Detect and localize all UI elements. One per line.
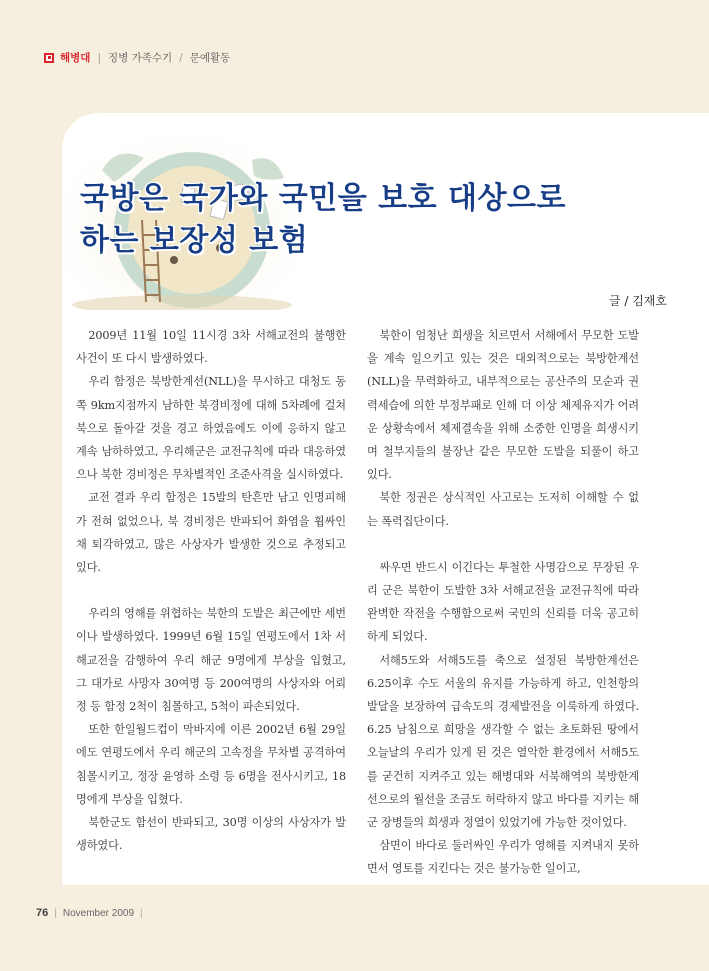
article-column-left [76,324,346,857]
article-byline: 글 / 김재호 [608,294,667,308]
paragraph: 북한군도 함선이 반파되고, 30명 이상의 사상자가 발생하였다. [76,816,346,853]
paragraph: 교전 결과 우리 함정은 15발의 탄흔만 남고 인명피해가 전혀 없었으나, 북 경비정은 반파되어 화염을 휩싸인채 퇴각하였고, 많은 사상자가 발생한 것으로 추정되고 있다. [76,491,346,575]
paragraph: 우리의 영해를 위협하는 북한의 도발은 최근에만 세번이나 발생하였다. 1999년 6월 15일 연평도에서 1차 서해교전을 감행하여 우리 해군 9명에게 부상을 입혔고, 그 대가로 사망자 30여명 등 200여명의 사상자와 어뢰정 등 함정 2척이 침몰하고, 5척이 파손되었다. [76,607,346,714]
page-footer [36,907,143,919]
page-number: 76 [36,907,49,919]
article-column-right [367,324,639,881]
page-header [44,50,230,65]
footer-separator: | [140,907,143,919]
header-separator: | [97,51,101,64]
paragraph: 삼면이 바다로 둘러싸인 우리가 영해를 지켜내지 못하면서 영토를 지킨다는 것은 불가능한 일이고, [367,839,639,876]
paragraph: 북한이 엄청난 희생을 치르면서 서해에서 무모한 도발을 계속 일으키고 있는 것은 대외적으로는 북방한계선(NLL)을 무력화하고, 내부적으로는 공산주의 모순과 권력세습에 의한 부정부패로 인해 더 이상 체제유지가 어려운 상황속에서 체제결속을 위해 소중한 인명을 희생시키며 철부지들의 불장난 같은 무모한 도발을 되풀이 하고 있다. [367,329,639,482]
issue-date: November 2009 [62,907,135,919]
paragraph: 2009년 11월 10일 11시경 3차 서해교전의 불행한 사건이 또 다시 발생하였다. [76,329,346,366]
paragraph: 우리 함정은 북방한계선(NLL)을 무시하고 대청도 동쪽 9km지점까지 남하한 북경비정에 대해 5차례에 걸쳐 북으로 돌아갈 것을 경고 하였음에도 이에 응하지 않고 계속 남하하였고, 우리해군은 교전규칙에 따라 대응하였으나 북한 경비정은 무차별적인 조준사격을 실시하였다. [76,375,346,482]
paragraph: 또한 한일월드컵이 막바지에 이른 2002년 6월 29일에도 연평도에서 우리 해군의 고속정을 무차별 공격하여 침몰시키고, 정장 윤영하 소령 등 6명을 전사시키고, 18명에게 부상을 입혔다. [76,723,346,806]
paragraph: 북한 정권은 상식적인 사고로는 도저히 이해할 수 없는 폭력집단이다. [367,491,639,528]
footer-separator: | [54,907,57,919]
header-separator: / [179,51,183,64]
article-title [80,178,566,262]
article-title-line-2: 하는 보장성 보험 [80,223,309,258]
section-logo-icon [44,53,54,63]
article-title-line-1: 국방은 국가와 국민을 보호 대상으로 [80,181,566,216]
paragraph: 싸우면 반드시 이긴다는 투철한 사명감으로 무장된 우리 군은 북한이 도발한 3차 서해교전을 교전규칙에 따라 완벽한 작전을 수행함으로써 국민의 신뢰를 더욱 공고히 하게 되었다. [367,560,639,644]
header-path-item-2: 문예활동 [189,52,231,64]
header-path-item-1: 징병 가족수기 [107,52,173,64]
section-name: 해병대 [60,52,91,64]
paragraph: 서해5도와 서해5도를 축으로 설정된 북방한계선은 6.25이후 수도 서울의 유지를 가능하게 하고, 인천항의 발달을 보장하여 급속도의 경제발전을 이룩하게 하였다. 6.25 남침으로 희망을 생각할 수 없는 초토화된 땅에서 오늘날의 우리가 있게 된 것은 열악한 환경에서 서해5도를 굳건히 지켜주고 있는 해병대와 서북해역의 북방한계선으로의 월선을 조금도 허락하지 않고 바다를 지키는 해군 장병들의 희생과 정열이 있었기에 가능한 것이었다. [367,653,639,830]
